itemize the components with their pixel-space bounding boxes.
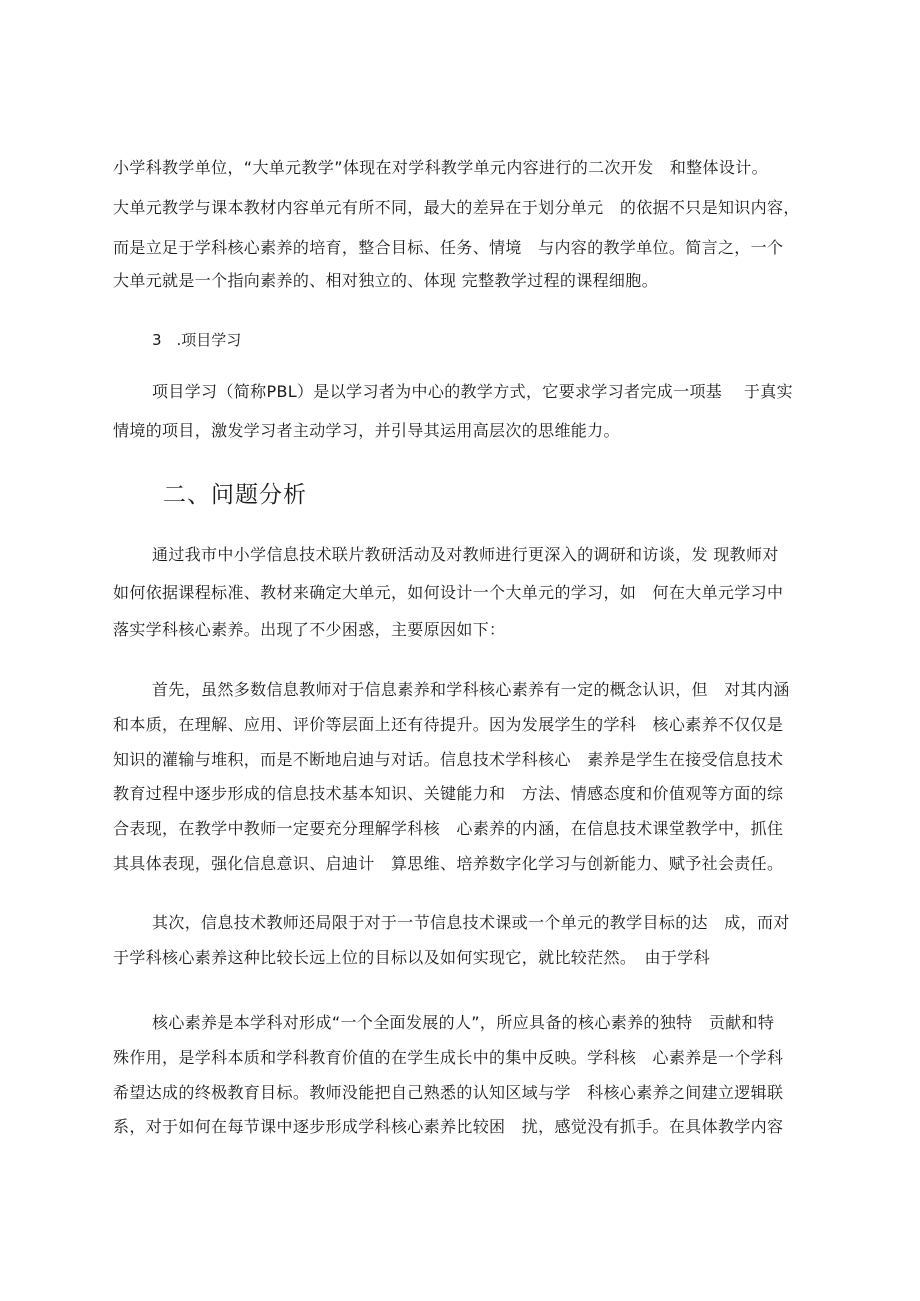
section-3-line-2: 情境的项目，激发学习者主动学习，并引导其运用高层次的思维能力。 <box>113 421 620 440</box>
third-line-1: 核心素养是本学科对形成“一个全面发展的人”，所应具备的核心素养的独特 贡献和特 <box>152 1013 775 1032</box>
intro-line-4: 大单元就是一个指向素养的、相对独立的、体现 完整教学过程的课程细胞。 <box>113 271 658 290</box>
first-line-6: 其具体表现，强化信息意识、启迪计 算思维、培养数字化学习与创新能力、赋予社会责任。 <box>113 854 784 873</box>
analysis-line-1: 通过我市中小学信息技术联片教研活动及对教师进行更深入的调研和访谈，发 现教师对 <box>152 545 779 564</box>
section-3-title: 3 .项目学习 <box>152 331 242 349</box>
third-line-3: 希望达成的终极教育目标。教师没能把自己熟悉的认知区域与学 科核心素养之间建立逻辑联 <box>113 1083 784 1102</box>
intro-line-2: 大单元教学与课本教材内容单元有所不同，最大的差异在于划分单元 的依据不只是知识内容， <box>113 198 800 217</box>
first-line-4: 教育过程中逐步形成的信息技术基本知识、关键能力和 方法、情感态度和价值观等方面的综 <box>113 784 784 803</box>
first-line-1: 首先，虽然多数信息教师对于信息素养和学科核心素养有一定的概念认识，但 对其内涵 <box>152 680 790 699</box>
first-line-3: 知识的灌输与堆积，而是不断地启迪与对话。信息技术学科核心 素养是学生在接受信息技术 <box>113 750 784 769</box>
second-line-1: 其次，信息技术教师还局限于对于一节信息技术课或一个单元的教学目标的达 成，而对 <box>152 913 790 932</box>
third-line-4: 系，对于如何在每节课中逐步形成学科核心素养比较困 扰，感觉没有抓手。在具体教学内容 <box>113 1117 784 1136</box>
analysis-line-2: 如何依据课程标准、教材来确定大单元，如何设计一个大单元的学习，如 何在大单元学习中 <box>113 583 784 602</box>
intro-line-3: 而是立足于学科核心素养的培育，整合目标、任务、情境 与内容的教学单位。简言之，一个 <box>113 238 784 257</box>
second-line-2: 于学科核心素养这种比较长远上位的目标以及如何实现它，就比较茫然。 由于学科 <box>113 948 710 967</box>
first-line-2: 和本质，在理解、应用、评价等层面上还有待提升。因为发展学生的学科 核心素养不仅仅是 <box>113 715 784 734</box>
analysis-line-3: 落实学科核心素养。出现了不少困惑，主要原因如下： <box>113 620 506 639</box>
section-3-line-1: 项目学习（简称PBL）是以学习者为中心的教学方式，它要求学习者完成一项基 于真实 <box>152 382 793 401</box>
first-line-5: 合表现，在教学中教师一定要充分理解学科核 心素养的内涵，在信息技术课堂教学中，抓住 <box>113 819 784 838</box>
third-line-2: 殊作用，是学科本质和学科教育价值的在学生成长中的集中反映。学科核 心素养是一个学科 <box>113 1048 784 1067</box>
section-heading-problem-analysis: 二、问题分析 <box>163 482 307 508</box>
intro-line-1: 小学科教学单位，“大单元教学”体现在对学科教学单元内容进行的二次开发 和整体设计。 <box>113 158 768 177</box>
